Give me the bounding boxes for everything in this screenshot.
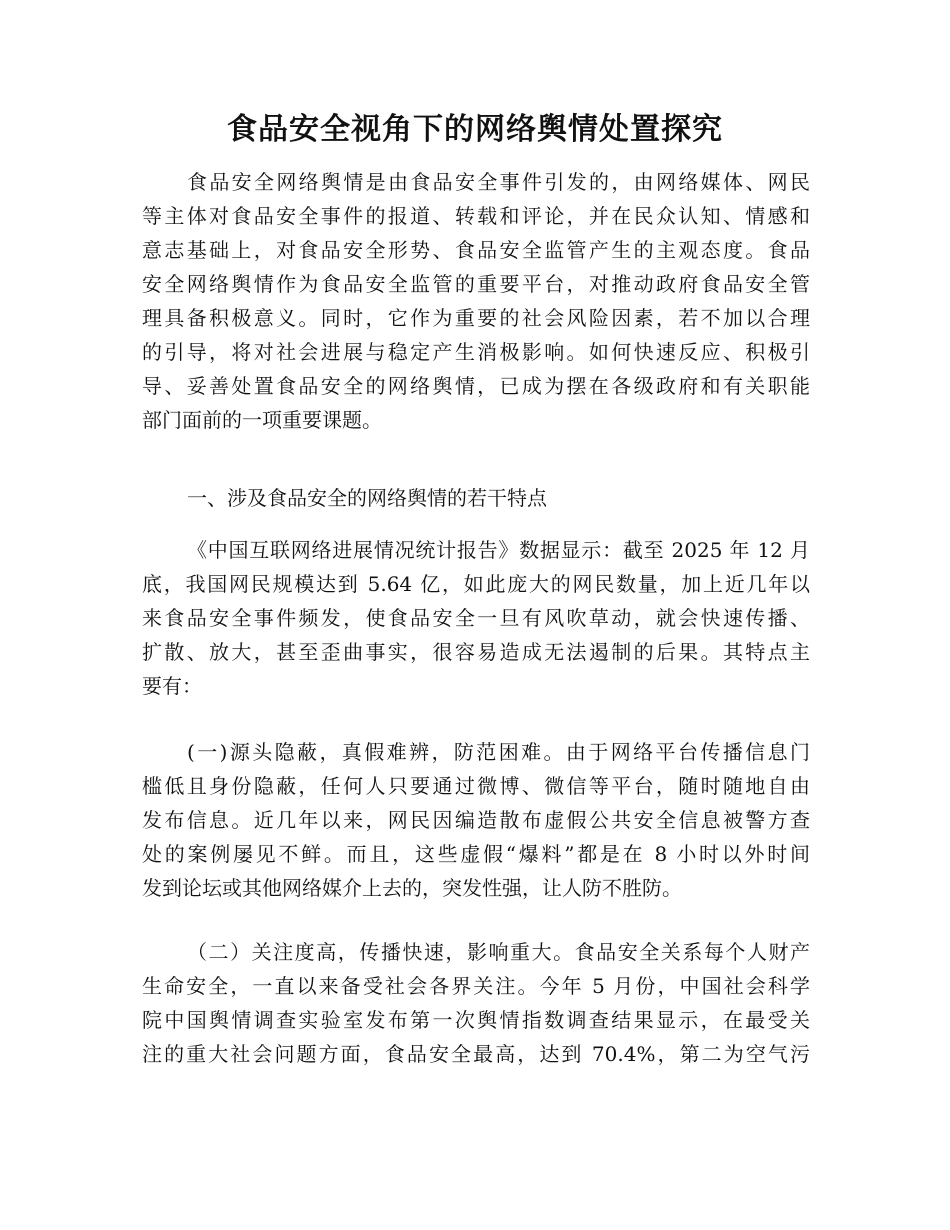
paragraph-1-line-4: 安全网络舆情作为食品安全监管的重要平台，对推动政府食品安全管 xyxy=(142,272,810,296)
paragraph-1-line-8: 部门面前的一项重要课题。 xyxy=(142,408,382,432)
paragraph-1-line-6: 的引导，将对社会进展与稳定产生消极影响。如何快速反应、积极引 xyxy=(142,340,810,364)
section-heading: 一、涉及食品安全的网络舆情的若干特点 xyxy=(187,486,547,510)
paragraph-4-line-4: 处的案例屡见不鲜。而且，这些虚假“爆料”都是在 8 小时以外时间 xyxy=(142,842,810,866)
paragraph-5-line-4: 注的重大社会问题方面，食品安全最高，达到 70.4%，第二为空气污 xyxy=(142,1042,810,1066)
paragraph-1-line-3: 意志基础上，对食品安全形势、食品安全监管产生的主观态度。食品 xyxy=(142,238,810,262)
paragraph-5-line-3: 院中国舆情调查实验室发布第一次舆情指数调查结果显示，在最受关 xyxy=(142,1008,810,1032)
paragraph-3-line-4: 扩散、放大，甚至歪曲事实，很容易造成无法遏制的后果。其特点主 xyxy=(142,640,810,664)
paragraph-4-line-2: 槛低且身份隐蔽，任何人只要通过微博、微信等平台，随时随地自由 xyxy=(142,774,810,798)
paragraph-3-line-2: 底，我国网民规模达到 5.64 亿，如此庞大的网民数量，加上近几年以 xyxy=(142,572,810,596)
paragraph-4-line-1: (一)源头隐蔽，真假难辨，防范困难。由于网络平台传播信息门 xyxy=(187,740,810,764)
paragraph-3-line-5: 要有： xyxy=(142,674,202,698)
paragraph-1-line-5: 理具备积极意义。同时，它作为重要的社会风险因素，若不加以合理 xyxy=(142,306,810,330)
paragraph-1-line-2: 等主体对食品安全事件的报道、转载和评论，并在民众认知、情感和 xyxy=(142,204,810,228)
paragraph-4-line-3: 发布信息。近几年以来，网民因编造散布虚假公共安全信息被警方查 xyxy=(142,808,810,832)
paragraph-1-line-1: 食品安全网络舆情是由食品安全事件引发的，由网络媒体、网民 xyxy=(187,170,810,194)
paragraph-3-line-3: 来食品安全事件频发，使食品安全一旦有风吹草动，就会快速传播、 xyxy=(142,606,810,630)
document-title: 食品安全视角下的网络舆情处置探究 xyxy=(227,112,723,147)
paragraph-3-line-1: 《中国互联网络进展情况统计报告》数据显示：截至 2025 年 12 月 xyxy=(187,538,810,562)
paragraph-5-line-2: 生命安全，一直以来备受社会各界关注。今年 5 月份，中国社会科学 xyxy=(142,974,810,998)
paragraph-5-line-1: （二）关注度高，传播快速，影响重大。食品安全关系每个人财产 xyxy=(187,940,810,964)
paragraph-1-line-7: 导、妥善处置食品安全的网络舆情，已成为摆在各级政府和有关职能 xyxy=(142,374,810,398)
paragraph-4-line-5: 发到论坛或其他网络媒介上去的，突发性强，让人防不胜防。 xyxy=(142,876,682,900)
